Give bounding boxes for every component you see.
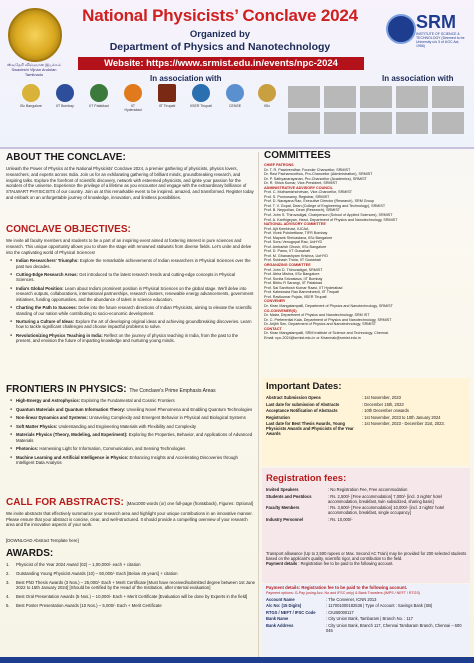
objectives-heading: CONCLAVE OBJECTIVES: xyxy=(6,224,131,235)
payment-value: : The Convener, ICNN 2013 xyxy=(326,597,377,602)
partner-logo xyxy=(54,84,76,108)
logo-label: IIT Hyderabad xyxy=(124,104,142,112)
objectives-intro: We invite all faculty members and students to be a part of an inspiring event aimed at fostering interest in pure sciences and research. This unique opportunity allows you to share the stage with renowned stalwarts from diverse fields. Let's unite and delve into the captivating world of Physical Sciences! xyxy=(6,238,252,255)
committee-section-title: CHIEF PATRONS xyxy=(264,163,294,167)
committee-member: Dr. T. R. Paarivendhar, Founder Chancellor, SRMIST xyxy=(264,167,351,172)
fee-category: Industry Personnel xyxy=(266,516,304,522)
fee-value: : Rs. 10,000/- xyxy=(328,516,353,522)
date-label: Last date for submission of Abstracts xyxy=(266,401,340,407)
iittp-logo-icon xyxy=(158,84,176,102)
date-label: Abstract Submission Opens xyxy=(266,395,321,400)
payment-options: Payment options: G-Pay (using Acc. No and IFSC only) & Bank Transfers (IMPS / NEFT / RTGS) xyxy=(266,591,421,595)
page-title: National Physicists’ Conclave 2024 xyxy=(82,6,358,25)
fee-value: : Rs. 3,500/- [Free accommodation] 10,000/- [incl. 3 nights' hotel accommodation, breakfast, single occupancy] xyxy=(328,505,445,515)
committee-member: Dr. Arijith Sen, Department of Physics and Nanotechnology, SRMIST xyxy=(264,322,377,327)
payment-label: Account Name xyxy=(266,597,295,602)
header-divider xyxy=(0,147,474,149)
logo-label: IIT Palakkad xyxy=(89,104,109,108)
list-item: 3. Best PhD Thesis Awards (3 Nos.) – 25,000/- Each + Merit Certificate [Must have received/submitted degree between 1st June 2022 to 15th January 2024] [Should be certified by the Head of the Institution, after internal evaluation] xyxy=(6,580,256,591)
fee-category: Students and Postdocs xyxy=(266,493,312,499)
partner-logos xyxy=(20,84,280,134)
cfa-note: [Max1000 words (or) one full-page (front&back), Figures: Optional] xyxy=(126,501,253,506)
sponsor-placeholder xyxy=(288,112,320,134)
payment-table xyxy=(266,597,468,634)
important-dates-table xyxy=(266,395,468,438)
payment-heading: Payment details: Registration fee to be paid to the following account. xyxy=(266,585,408,590)
committee-member: Prof. Ambarish Ghosh, IISc Bangalore xyxy=(264,244,327,249)
srm-emblem-icon xyxy=(386,14,416,44)
website-link[interactable]: Website: https://www.srmist.edu.in/events/npc-2024 xyxy=(78,57,364,70)
list-item: ● Indian Researchers' Triumphs: Explore the remarkable achievements of Indian researchers in Physical Sciences over the past two decades. xyxy=(10,258,254,269)
committee-member: Prof. Kateswara Rao Bammineedi, IIT Tirupati xyxy=(264,290,339,295)
committee-member: Dr. Ravi Pachamoothoo, Pro-Chancellor (Administration), SRMIST xyxy=(264,172,373,177)
swadeshi-emblem-icon xyxy=(8,8,62,62)
date-value: : December 15th, 2023 xyxy=(362,401,404,407)
table-row xyxy=(266,623,468,634)
sponsor-placeholders-row-1 xyxy=(288,86,468,110)
payment-label: RTGS / NEFT / IFSC Code xyxy=(266,609,316,615)
committee-member: Prof. Mayank Shrivastava, IISc Bangalore xyxy=(264,235,333,240)
date-value: : 1st November, 2023 to 10th January 2024 xyxy=(362,414,441,420)
frontiers-list xyxy=(10,398,254,469)
organized-by: Organized by xyxy=(189,29,251,40)
iitb-logo-icon xyxy=(56,84,74,102)
partner-logo xyxy=(190,84,212,108)
list-item: 5. Best Poster Presentation Awards (10 Nos.) – 5,000/- Each + Merit Certificate xyxy=(6,603,162,609)
transport-note xyxy=(266,551,468,566)
committee-member: Prof. Sunita Srivastava, IIT Bombay xyxy=(264,276,323,281)
sponsor-placeholder xyxy=(432,112,464,134)
committee-member: Prof. Subhash Thota, IIT Guwahati xyxy=(264,258,321,263)
table-row xyxy=(266,395,468,402)
committee-member: Prof. Bibhu R Sarangi, IIT Palakkad xyxy=(264,281,323,286)
partner-logo xyxy=(256,84,278,108)
frontiers-subheading: The Conclave's Prime Emphasis Areas xyxy=(129,388,216,394)
contact-email[interactable]: Email: npc-2024@srmist.edu.in or Kiranmak@srmist.edu.in xyxy=(264,335,361,340)
iisc-seal-icon xyxy=(258,84,276,102)
table-row xyxy=(266,505,468,517)
date-value: : 1st November, 2023 - December 31st, 2023. xyxy=(362,421,445,427)
sponsor-placeholder xyxy=(396,86,428,108)
srm-wordmark: SRM xyxy=(416,12,456,32)
partner-logo xyxy=(224,84,246,108)
fee-category: Faculty Members xyxy=(266,505,300,510)
list-item: ● Revolutionizing Physics Teaching in India: Reflect on the journey of physics teaching in India, from the past to the present, and envision the future of imparting knowledge and nurturing young minds. xyxy=(10,333,254,344)
date-label: Acceptance Notification of Abstracts xyxy=(266,408,338,414)
list-item: ● Machine Learning and Artificial Intelligence in Physics: Enhancing Insights and Accelerating Discoveries through Intelligent Data Analysis xyxy=(10,455,254,466)
payment-label: Bank Name xyxy=(266,616,289,622)
committee-member: Prof. Vivek Polshettiwar, TIFR Bombay xyxy=(264,231,328,236)
list-item: ● Materials Physics (Theory, Modeling, and Experiment): Exploring the Properties, Behavior, and Applications of Advanced Materials xyxy=(10,432,254,443)
table-row xyxy=(266,415,468,422)
payment-value: : City Union Bank, Tambaram | Branch No. : 117 xyxy=(326,616,413,622)
fee-value: : Rs. 2,500/- [Free accommodation] 7,000/- [incl. 3 nights' hotel accommodation, breakfast, twin subsidized, sharing basis] xyxy=(328,493,442,504)
transport-text: Transport allowance (Up to 2,500 rupees or Max. Second AC Train) may be provided for 200 selected students based on the applicant's quality, scientific rigor, and contribution to the field. xyxy=(266,551,467,561)
committee-section-title: CONTACT xyxy=(264,326,282,331)
partner-logo xyxy=(88,84,110,108)
partner-logo xyxy=(156,84,178,108)
committee-member: Prof. S. Ponnusamy, Registrar, SRMIST xyxy=(264,194,330,199)
list-item: ● Non-linear Dynamics and Systems: Unraveling Complexity and Emergent Behavior in Physical and Biological Systems xyxy=(10,415,254,420)
date-value: : 1st November, 2023 xyxy=(362,395,401,400)
association-label-right: In association with xyxy=(382,74,454,83)
committee-member: Prof. Ravikumar Pujala, IISER Tirupati xyxy=(264,294,327,299)
department-name: Department of Physics and Nanotechnology xyxy=(109,41,331,53)
column-divider xyxy=(258,152,259,657)
date-value: : 10th December onwards xyxy=(362,408,409,414)
important-dates-heading: Important Dates: xyxy=(266,381,342,392)
awards-heading: AWARDS: xyxy=(6,548,54,559)
logo-label: IIT Bombay xyxy=(56,104,74,108)
srm-subtitle: INSTITUTE OF SCIENCE & TECHNOLOGY (Deemed to be University u/s 3 of UGC Act, 1956) xyxy=(416,32,465,48)
committee-member: Dr. P. Sathyanarayanan, Pro-Chancellor (Academics), SRMIST xyxy=(264,176,367,181)
logo-label: CENSE xyxy=(228,104,242,108)
committee-member: Prof. D. Pamu, IIT Guwahati xyxy=(264,249,311,254)
list-item: ● Cutting-Edge Research Areas: Get introduced to the latest research trends and cutting-edge concepts in Physical Sciences. xyxy=(10,272,254,283)
about-heading: ABOUT THE CONCLAVE: xyxy=(6,152,126,163)
fee-category: Invited Speakers xyxy=(266,487,299,492)
list-item: ● Charting the Path to Success: Delve into the future research directions of Indian Physicists, aiming to elevate the scientific standing of our nation while contributing to socio-economic development. xyxy=(10,305,254,316)
committee-member: Prof. D. Narayana Rao, Executive Director (Research), SRM Group xyxy=(264,199,375,204)
committees-body xyxy=(264,163,470,340)
cfa-body: We invite abstracts that effectively summarize your research area and highlight your unique contributions in an innovative manner. Please ensure that your abstract is concise, clear, and well-structured. It should provide a compelling overview of your research area and the innovative aspects of your work. xyxy=(6,511,253,528)
committee-member: Prof. M. Ghanashyam Krishna, UoHYD xyxy=(264,253,328,258)
emblem-caption: ஸ்வதேசி விஞ்ஞான இயக்கம் Swadeshi Vijnan Andolan Tamilnadu xyxy=(7,62,61,77)
committee-member: Prof. Sai Santhosh Kumar Raavi, IIT Hyderabad xyxy=(264,285,343,290)
committee-section-title: ORGANIZING COMMITTEE xyxy=(264,263,311,268)
about-body: Unleash the Power of Physics at the National Physicists' Conclave 2024, a premier gathering of physicists, physics lovers, researchers, and experts across India. Join us for an exhilarating gathering of brilliant minds, groundbreaking research, and inspiring talks. Explore the forefront of scientific discovery, network with esteemed physicists, and ignite your passion for the wonders of the universe. Experience the privilege of a lifetime as you encounter and engage with the extraordinary brilliance of STALWART PHYSICISTS of our country. Join us at this remarkable event to be inspired, amazed, and transformed. Register today and embark on an unforgettable journey of knowledge, innovation, and limitless possibilities. xyxy=(6,166,254,200)
table-row xyxy=(266,517,468,524)
contact-line: Dr. Kiran Mangalampalli, SRM Institute of Science and Technology, Chennai. xyxy=(264,331,389,336)
table-row xyxy=(266,402,468,409)
sponsor-placeholder xyxy=(324,86,356,108)
partner-logo xyxy=(20,84,42,108)
committee-member: Dr. C. Preferential Kala, Department of Physics and Nanotechnology, SRMIST xyxy=(264,317,392,322)
payment-value: : City Union Bank, Branch 117, Chennai Tambaram Branch, Chennai – 600 045 xyxy=(326,622,462,633)
logo-label: IISER Tirupati xyxy=(190,104,212,108)
committee-member: Dr. R. Shiva Kumar, Vice-President, SRMIST xyxy=(264,181,338,186)
committee-member: Prof. John S. Thiruvadigal, Chairperson (School of Applied Sciences), SRMIST xyxy=(264,213,393,218)
cense-logo-icon xyxy=(226,84,244,102)
table-row xyxy=(266,494,468,506)
payment-label: A/c No: (15 Digits) xyxy=(266,603,302,609)
list-item: ● Soft Matter Physics: Understanding and Engineering Materials with Flexibility and Complexity xyxy=(10,424,254,429)
objectives-list xyxy=(10,258,254,346)
list-item: 1. Physicist of the Year 2024 Award (02) – 1,00,000/- each + citation xyxy=(6,562,141,567)
sponsor-placeholder xyxy=(288,86,320,108)
cfa-heading: CALL FOR ABSTRACTS: [Max1000 words (or) one full-page (front&back), Figures: Optional] xyxy=(6,497,253,508)
list-item: 2. Outstanding Young Physicist Awards (10) – 50,000/- Each [Below 45 years] + citation xyxy=(6,571,178,576)
sponsor-placeholder xyxy=(324,112,356,134)
committee-member: Prof. Ajit Kembhavi, IUCAA xyxy=(264,226,309,231)
committee-member: Prof. A. Karthigeyan, Head, Department of Physics and Nanotechnology, SRMIST xyxy=(264,217,398,222)
committee-member: Dr. Kiran Mangalampalli, Department of Physics and Nanotechnology, SRMIST xyxy=(264,303,393,308)
committee-member: Prof. Abha Mishra, IISc Bangalore xyxy=(264,272,320,277)
partner-logo xyxy=(122,84,144,112)
committee-member: Prof. C. Muthamizhchelvan, Vice-Chancellor, SRMIST xyxy=(264,190,353,195)
date-label: Last date for Best Thesis Awards, Young Physicists Awards and Physicists of the Year Awards xyxy=(266,421,354,437)
committee-member: Dr. Malar, Department of Physics and Nanotechnology, SRM IST xyxy=(264,313,370,318)
list-item: ● Photonics: Harnessing Light for Information, Communication, and Sensing Technologies xyxy=(10,446,254,451)
sponsor-placeholder xyxy=(360,86,392,108)
committee-member: Prof. T. V. Gopal, Dean (College of Engineering and Technology), SRMIST xyxy=(264,203,386,208)
committee-section-title: ADMINISTRATIVE ADVISORY COUNCIL xyxy=(264,185,333,190)
logo-label: ISc Bangalore xyxy=(20,104,42,108)
committee-member: Prof. B. Neppolian, Dean (Research), SRMIST xyxy=(264,208,341,213)
list-item: ● India's Global Position: Learn about India's prominent position in Physical Sciences on the global stage. We'll delve into research outputs, collaborations, international partnerships, research clusters, renewable energy advancements, government initiatives, funding opportunities, and the abundance of talent in science education. xyxy=(10,286,254,303)
payment-value: : 117001000182536 | Type of Account : Savings Bank (SB) xyxy=(326,603,433,609)
payment-value: : CIUB0000117 xyxy=(326,609,354,615)
committee-section-title: NATIONAL ADVISORY COMMITTEE xyxy=(264,222,326,227)
iith-logo-icon xyxy=(124,84,142,102)
table-row xyxy=(266,421,468,438)
iitpkd-logo-icon xyxy=(90,84,108,102)
frontiers-heading: FRONTIERS IN PHYSICS: The Conclave's Prime Emphasis Areas xyxy=(6,384,216,395)
footer-bar xyxy=(0,657,474,663)
sponsor-placeholders-row-2 xyxy=(288,112,468,136)
sponsor-placeholder xyxy=(432,86,464,108)
committee-member: Prof. John D. Thiruvadigal, SRMIST xyxy=(264,267,323,272)
iisc-logo-icon xyxy=(22,84,40,102)
logo-label: IIT Tirupati xyxy=(158,104,176,108)
fee-value: : No Registration Fee, Free accommodation xyxy=(328,487,408,492)
awards-list xyxy=(6,562,256,612)
registration-table xyxy=(266,487,468,523)
iiser-logo-icon xyxy=(192,84,210,102)
association-label-left: In association with xyxy=(150,74,222,83)
payment-details-row: Payment details : Registration fee to be paid to the following account. xyxy=(266,561,394,566)
list-item: 4. Best Oral Presentation Awards (5 Nos.) – 10,000/- Each + Merit Certificate [Evaluation will be done by Experts in the field] xyxy=(6,594,248,600)
committee-section-title: CONVENER xyxy=(264,299,285,304)
list-item: ● Quantum Materials and Quantum Information Theory: Unveiling Novel Phenomena and Enabling Quantum Technologies xyxy=(10,407,254,412)
sponsor-placeholder xyxy=(396,112,428,134)
table-row xyxy=(266,408,468,415)
date-label: Registration xyxy=(266,414,290,420)
logo-label: IISc xyxy=(263,104,271,108)
srm-logo xyxy=(386,12,466,52)
committee-member: Prof. Sonu Venugopal Rao, UoHYD xyxy=(264,240,323,245)
list-item: ● Nurturing a Culture of Ideas: Explore the art of developing original ideas and achieving groundbreaking discoveries. Learn how to tackle significant challenges and choose impactful problems to solve. xyxy=(10,319,254,330)
payment-label: Bank Address xyxy=(266,622,294,628)
registration-heading: Registration fees: xyxy=(266,473,347,484)
committee-section-title: CO-CONVENER(S) xyxy=(264,308,297,313)
committees-heading: COMMITTEES xyxy=(264,150,331,161)
download-template-link[interactable]: [DOWNLOAD Abstract Template here] xyxy=(6,538,79,543)
sponsor-placeholder xyxy=(360,112,392,134)
list-item: ● High-Energy and Astrophysics: Exploring the Fundamental and Cosmic Frontiers xyxy=(10,398,254,403)
